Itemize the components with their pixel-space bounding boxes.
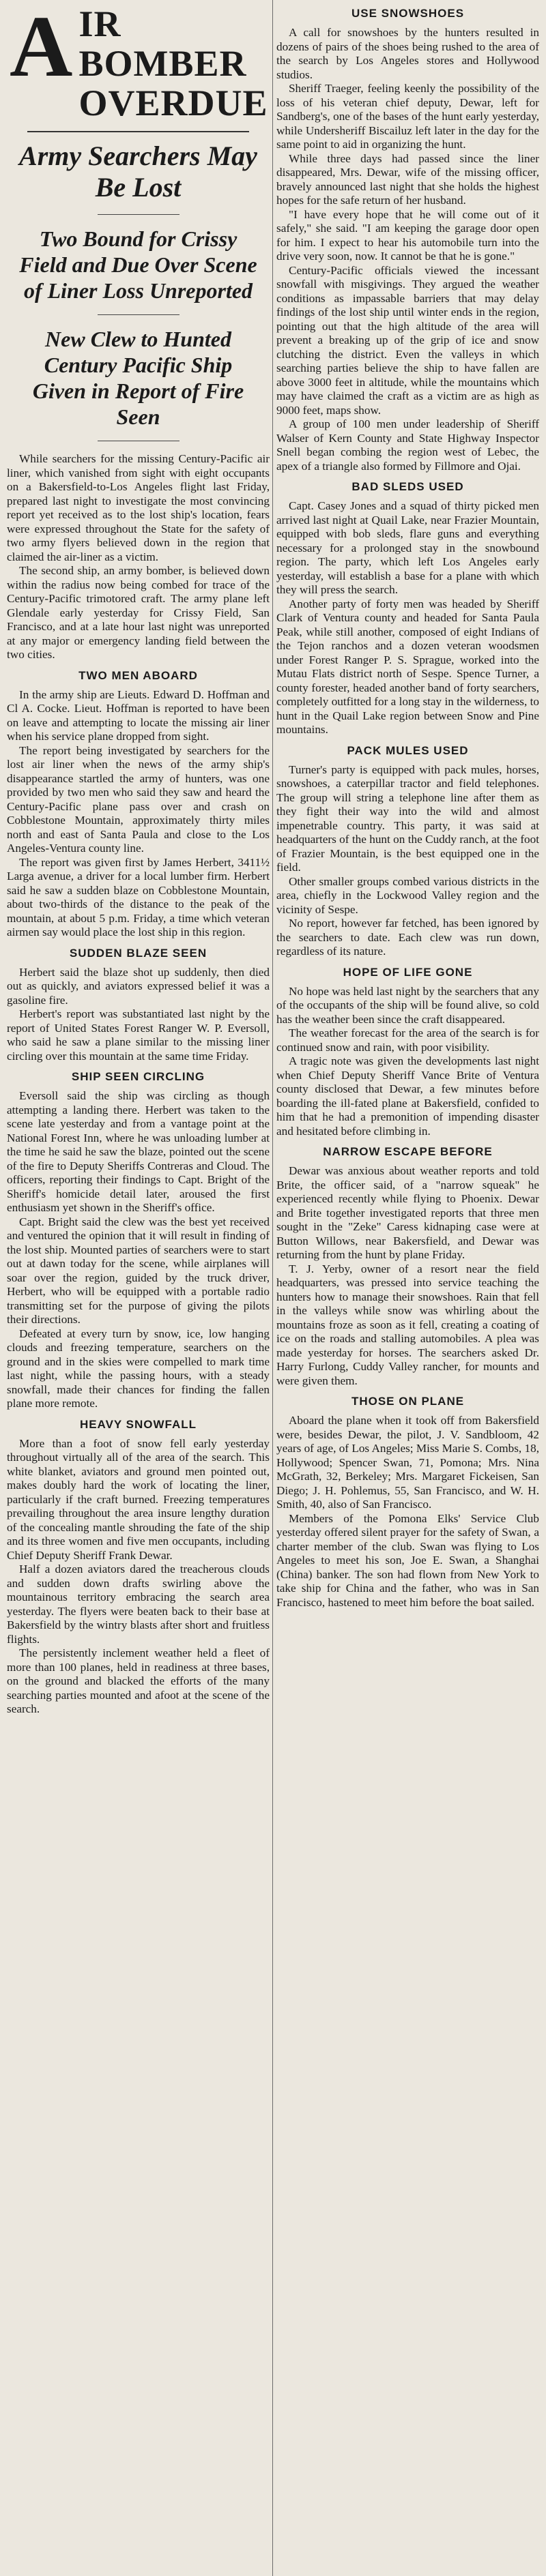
right-column: [276, 0, 539, 2576]
article-paragraph: No report, however far fetched, has been ignored by the searchers to date. Each clew was run down, regardless of its nature.: [276, 917, 539, 958]
article-paragraph: While three days had passed since the liner disappeared, Mrs. Dewar, wife of the missing officer, bravely announced last night that she holds the highest hopes for the safe return of her husband.: [276, 151, 539, 207]
article-paragraph: Dewar was anxious about weather reports and told Brite, the officer said, of a "narrow squeak" he experienced recently while flying to Phoenix. Dewar and Brite together investigated reports that three men sought in the "Zeke" Caress kidnaping case were at Button Willows, near Bakersfield, and Dewar was returning from the hunt by plane Friday.: [276, 1164, 539, 1261]
subhead-sudden-blaze: SUDDEN BLAZE SEEN: [69, 946, 207, 960]
article-paragraph: Herbert's report was substantiated last night by the report of United States Forest Ranger W. P. Eversoll, who said he saw a plane similar to the missing liner circling over this mountain at the same time Friday.: [7, 1007, 270, 1063]
article-paragraph: A group of 100 men under leadership of Sheriff Walser of Kern County and State Highway Inspector Snell began combing the region west of Lebec, the apex of a triangle also formed by Fillmore and Ojai.: [276, 417, 539, 473]
subhead-narrow-escape: NARROW ESCAPE BEFORE: [323, 1145, 493, 1158]
headline-subdeck-2: New Clew to Hunted Century Pacific Ship Given in Report of Fire Seen: [32, 327, 244, 429]
subdeck-divider: [98, 314, 179, 315]
article-paragraph: The weather forecast for the area of the search is for continued snow and rain, with poor visibility.: [276, 1026, 539, 1054]
article-paragraph: Turner's party is equipped with pack mules, horses, snowshoes, a caterpillar tractor and field telephones. The group will string a telephone line after them as they fight their way into the wild and almost impenetrable country. This party, it was said at headquarters of the hunt on the Cuddy ranch, at the foot of Frazier Mountain, is the best equipped one in the field.: [276, 763, 539, 874]
article-paragraph: No hope was held last night by the searchers that any of the occupants of the ship will be found alive, so cold has the weather been since the craft disappeared.: [276, 984, 539, 1026]
subhead-hope-of-life-gone: HOPE OF LIFE GONE: [343, 965, 473, 979]
article-paragraph: The report was given first by James Herbert, 3411½ Larga avenue, a driver for a local lumber firm. Herbert said he saw a sudden blaze on Cobblestone Mountain, about two-thirds of the distance to the peak of the mountain, at about 5 p.m. Friday, a time which veteran airmen say would place the lost ship in this region.: [7, 855, 270, 938]
subhead-heavy-snowfall: HEAVY SNOWFALL: [79, 1417, 197, 1431]
headline-subdeck-1: Two Bound for Crissy Field and Due Over Scene of Liner Loss Unreported: [19, 226, 257, 303]
article-paragraph: Century-Pacific officials viewed the incessant snowfall with misgivings. They argued the weather conditions as impassable barriers that may delay findings of the lost ship until winter ends in the region, pointing out that the high altitude of the area will prevent a breaking up of the grip of ice and snow clutching the district. Even the valleys in which searching parties believe the ship to have fallen are above 3000 feet in altitude, while the mountains which may have claimed the craft as a victim are as high as 9000 feet, maps show.: [276, 263, 539, 417]
column-rule: [272, 0, 273, 2576]
article-paragraph: Other smaller groups combed various districts in the area, chiefly in the Lockwood Valley region and the vicinity of Sespe.: [276, 874, 539, 916]
article-paragraph: Sheriff Traeger, feeling keenly the possibility of the loss of his veteran chief deputy, Dewar, left for Sandberg's, one of the bases of the hunt early yesterday, while Undersheriff Biscailuz left later in the day for the same point to aid in organizing the hunt.: [276, 82, 539, 151]
article-paragraph: Herbert said the blaze shot up suddenly, then died out as quickly, and aviators expressed belief it was a gasoline fire.: [7, 965, 270, 1007]
headline-block: [7, 0, 270, 441]
article-paragraph: T. J. Yerby, owner of a resort near the field headquarters, was pressed into service teaching the hunters how to manage their snowshoes. Rain that fell in the valleys while snow was whirling about the mountains froze as soon as it fell, creating a coating of ice on the roads and stalling automobiles. A plea was made yesterday for horses. The searchers asked Dr. Harry Furlong, Cuddy Valley rancher, for mounts and were given them.: [276, 1262, 539, 1387]
article-paragraph: A call for snowshoes by the hunters resulted in dozens of pairs of the shoes being rushed to the area of the search by Los Angeles stores and Hollywood studios.: [276, 26, 539, 81]
article-paragraph: Defeated at every turn by snow, ice, low hanging clouds and freezing temperature, searchers on the ground and in the skies were compelled to mark time last night, while the passing hours, with a steady snowfall, made their chances for finding the fallen plane more remote.: [7, 1327, 270, 1410]
subhead-use-snowshoes: USE SNOWSHOES: [351, 7, 465, 20]
article-paragraph: The persistently inclement weather held a fleet of more than 100 planes, held in readiness at three bases, on the ground and blacked the efforts of the many searching parties mounted and afoot at the scene of the search.: [7, 1646, 270, 1715]
headline-dropcap: A: [10, 0, 74, 95]
headline-deck: Army Searchers May Be Lost: [19, 140, 257, 203]
article-paragraph: Capt. Casey Jones and a squad of thirty picked men arrived last night at Quail Lake, near Frazier Mountain, equipped with bob sleds, flare guns and everything necessary for a prolonged stay in the snowbound region. The party, which left Los Angeles early yesterday, will establish a base for a plane with which they will press the search.: [276, 499, 539, 596]
article-paragraph: While searchers for the missing Century-Pacific air liner, which vanished from sight with eight occupants on a Bakersfield-to-Los Angeles flight last Friday, prepared last night to investigate the most convincing report yet received as to the lost ship's location, fears were expressed throughout the State for the safety of two army flyers believed down in the region that claimed the air-liner as a victim.: [7, 452, 270, 563]
article-paragraph: The report being investigated by searchers for the lost air liner when the news of the army ship's disappearance startled the army of hunters, was one provided by two men who said they saw and heard the Century-Pacific plane pass over and crash on Cobblestone Mountain, approximately thirty miles north and east of Santa Paula and close to the Los Angeles-Ventura county line.: [7, 743, 270, 855]
article-paragraph: Eversoll said the ship was circling as though attempting a landing there. Herbert was taken to the scene late yesterday and from a vantage point at the National Forest Inn, where he was unloading lumber at the time he said he saw the blaze, pointed out the scene of the fire to Deputy Sheriffs Contreras and Cloud. The officers, reporting their findings to Capt. Bright of the Sheriff's homicide detail later, aroused the first enthusiasm yet shown in the Sheriff's office.: [7, 1089, 270, 1214]
article-paragraph: "I have every hope that he will come out of it safely," she said. "I am keeping the garage door open for him. I expect to hear his automobile turn into the drive very soon, now. It cannot be that he is gone.": [276, 207, 539, 263]
headline-line-1: IR BOMBER: [78, 3, 247, 84]
headline-divider: [27, 131, 249, 132]
article-paragraph: The second ship, an army bomber, is believed down within the radius now being combed for trace of the Century-Pacific trimotored craft. The army plane left Glendale early yesterday for Crissy Field, San Francisco, and at a late hour last night was unreported at any major or emergency landing field between the two cities.: [7, 564, 270, 661]
article-paragraph: Aboard the plane when it took off from Bakersfield were, besides Dewar, the pilot, J. V. Sandbloom, 42 years of age, of Los Angeles; Miss Marie S. Combs, 18, Hollywood; Spencer Swan, 71, Pomona; Mrs. Nina McGrath, 32, Berkeley; Mrs. Margaret Fickeisen, San Diego; J. H. Pohlemus, 55, San Francisco, and W. H. Smith, 40, also of San Francisco.: [276, 1414, 539, 1511]
article-paragraph: In the army ship are Lieuts. Edward D. Hoffman and Cl A. Cocke. Lieut. Hoffman is reported to have been on leave and attempting to locate the missing air liner when his service plane dropped from sight.: [7, 687, 270, 743]
subhead-ship-seen-circling: SHIP SEEN CIRCLING: [71, 1070, 205, 1083]
subhead-two-men-aboard: TWO MEN ABOARD: [78, 668, 198, 682]
main-headline: [7, 0, 270, 123]
deck-divider: [98, 214, 179, 215]
article-paragraph: A tragic note was given the developments last night when Chief Deputy Sheriff Vance Brite of Ventura county disclosed that Dewar, a few minutes before boarding the ill-fated plane at Bakersfield, confided to him that he had a premonition of impending disaster and hesitated before climbing in.: [276, 1054, 539, 1138]
article-paragraph: Half a dozen aviators dared the treacherous clouds and sudden down drafts swirling above the mountainous territory embracing the search area yesterday. The flyers were beaten back to their base at Bakersfield by the wintry blasts after short and fruitless flights.: [7, 1563, 270, 1646]
subhead-those-on-plane: THOSE ON PLANE: [351, 1395, 465, 1408]
left-column: [7, 0, 270, 2576]
article-paragraph: Another party of forty men was headed by Sheriff Clark of Ventura county and headed for Santa Paula Peak, while still another, composed of eight Indians of the Tejon ranchos and a dozen veteran woodsmen under Forest Ranger P. S. Sprague, worked into the Mutau Flats district north of Sespe. Spence Turner, a county forester, headed another band of forty searchers, completely outfitted for a long stay in the wilderness, to hunt in the Quail Lake region between Snow and Pine mountains.: [276, 597, 539, 736]
article-paragraph: Capt. Bright said the clew was the best yet received and ventured the opinion that it will result in finding of the lost ship. Mounted parties of searchers were to start out at dawn today for the scene, while airplanes will soar over the region, guided by the truck driver, Herbert, who will be equipped with a portable radio transmitting set for the purpose of giving the pilots their directions.: [7, 1215, 270, 1326]
article-paragraph: More than a foot of snow fell early yesterday throughout virtually all of the area of the search. This white blanket, aviators and ground men pointed out, makes doubly hard the work of locating the liner, particularly if the craft burned. Freezing temperatures prevailing throughout the area insure lengthy duration of the concealing mantle shrouding the fate of the ship and its three women and five men occupants, including Chief Deputy Sheriff Frank Dewar.: [7, 1436, 270, 1562]
subhead-pack-mules-used: PACK MULES USED: [347, 743, 469, 757]
subhead-bad-sleds-used: BAD SLEDS USED: [351, 480, 464, 493]
article-paragraph: Members of the Pomona Elks' Service Club yesterday offered silent prayer for the safety of Swan, a charter member of the club. Swan was flying to Los Angeles to meet his son, Joe E. Swan, a Shanghai (China) banker. The son had flown from New York to take ship for China and the father, who was in San Francisco, hastened to meet him before the boat sailed.: [276, 1511, 539, 1609]
headline-line-2: OVERDUE: [78, 83, 268, 123]
